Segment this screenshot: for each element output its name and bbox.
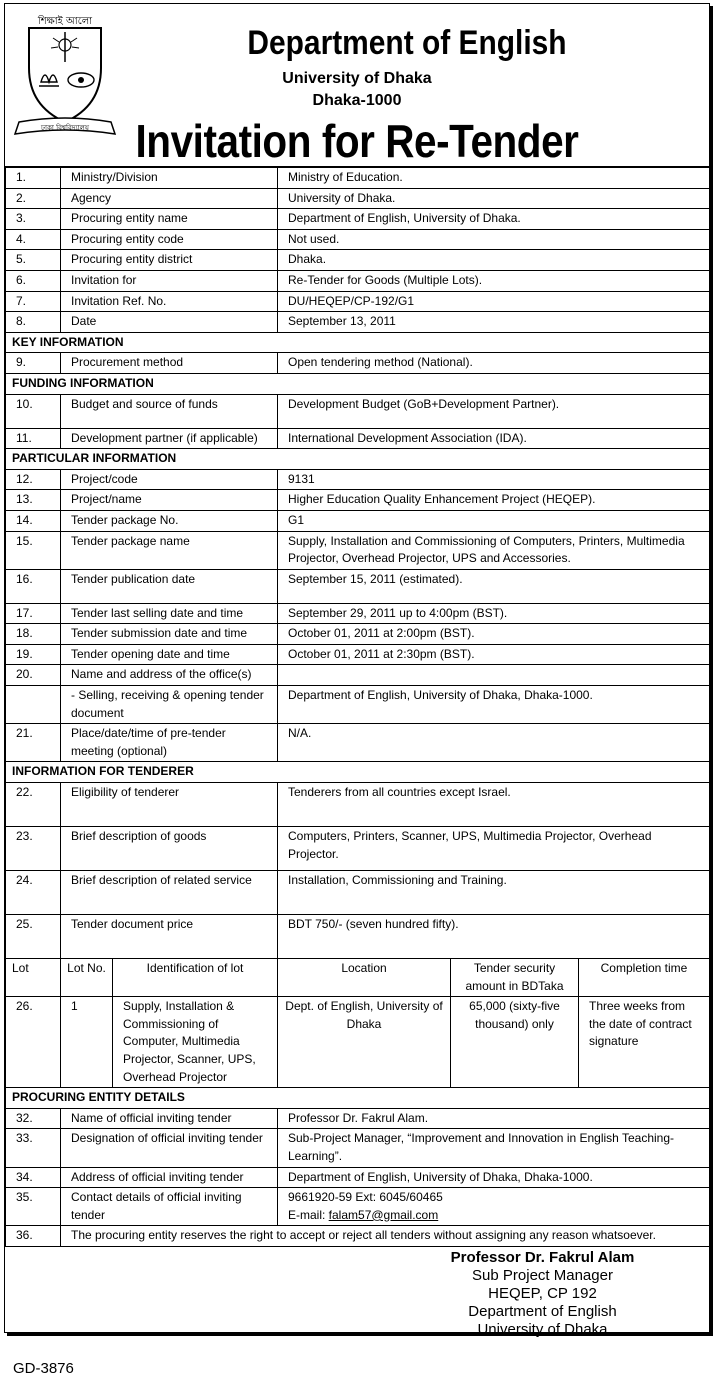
row-number: 20. [6,665,61,686]
row-value: N/A. [278,724,710,762]
lot-header: Lot [6,959,61,997]
lot-no-header: Lot No. [61,959,113,997]
row-label: Contact details of official inviting tender [61,1188,278,1226]
lot-completion: Three weeks from the date of contract signature [579,997,710,1088]
row-label: Designation of official inviting tender [61,1129,278,1167]
row-value: Tenderers from all countries except Israel. [278,783,710,827]
row-number: 25. [6,915,61,959]
row-number: 21. [6,724,61,762]
info-row [6,915,710,959]
email-prefix: E-mail: [288,1207,329,1222]
row-number: 7. [6,291,61,312]
lot-number: 1 [61,997,113,1088]
row-label: Address of official inviting tender [61,1167,278,1188]
row-label: Invitation Ref. No. [61,291,278,312]
row-number: 4. [6,229,61,250]
row-number: 14. [6,510,61,531]
row-label: Name of official inviting tender [61,1108,278,1129]
email-link[interactable]: falam57@gmail.com [328,1207,439,1222]
logo-motto-text: শিক্ষাই আলো [37,16,93,27]
row-label: Project/name [61,490,278,511]
contact-row [6,1188,710,1226]
row-number: 10. [6,394,61,428]
info-row [6,209,710,230]
info-row [6,1129,710,1167]
row-value: Dhaka. [278,250,710,271]
row-number: 16. [6,569,61,603]
reference-code: GD-3876 [13,1359,74,1377]
row-label: Procuring entity district [61,250,278,271]
signatory-project: HEQEP, CP 192 [488,1284,597,1302]
row-value: DU/HEQEP/CP-192/G1 [278,291,710,312]
info-row [6,270,710,291]
row-number: 12. [6,469,61,490]
key-rows [6,353,710,374]
row-value: Professor Dr. Fakrul Alam. [278,1108,710,1129]
row-label: Procuring entity name [61,209,278,230]
tender-table [5,167,710,1247]
row-number: 8. [6,312,61,333]
row-label: Place/date/time of pre-tender meeting (optional) [61,724,278,762]
signatory-title: Sub Project Manager [472,1266,613,1284]
row-label: Name and address of the office(s) [61,665,278,686]
row-label: Tender document price [61,915,278,959]
info-row [6,312,710,333]
row-number: 15. [6,531,61,569]
info-row [6,250,710,271]
section-particular-information: PARTICULAR INFORMATION [6,449,710,470]
info-row [6,783,710,827]
row-label: Development partner (if applicable) [61,428,278,449]
section-key-information: KEY INFORMATION [6,332,710,353]
row-label: Procuring entity code [61,229,278,250]
lot-identification: Supply, Installation & Commissioning of Computer, Multimedia Projector, Scanner, UPS, Overhead Projector [113,997,278,1088]
row-label: Tender last selling date and time [61,603,278,624]
section-procuring-entity: PROCURING ENTITY DETAILS [6,1088,710,1109]
row-label: Date [61,312,278,333]
row-number: 17. [6,603,61,624]
row-number: 32. [6,1108,61,1129]
info-row [6,871,710,915]
row-label: Tender publication date [61,569,278,603]
row-value: Department of English, University of Dhaka. [278,209,710,230]
section-funding-information: FUNDING INFORMATION [6,373,710,394]
logo-banner-text: ঢাকা বিশ্ববিদ্যালয় [40,124,90,132]
procuring-rows [6,1108,710,1187]
row-number: 36. [6,1226,61,1247]
university-name: University of Dhaka [282,70,432,87]
lot-header-row [6,959,710,997]
notice-title: Invitation for Re-Tender [135,115,579,167]
info-row [6,531,710,569]
info-row [6,1108,710,1129]
row-value: Ministry of Education. [278,168,710,189]
lot-row [6,997,710,1088]
row-number: 23. [6,827,61,871]
signatory-university: University of Dhaka [477,1320,608,1338]
row-value: Higher Education Quality Enhancement Project (HEQEP). [278,490,710,511]
funding-rows [6,394,710,449]
contact-details [278,1188,710,1226]
row-number: 33. [6,1129,61,1167]
signatory-name: Professor Dr. Fakrul Alam [450,1248,635,1266]
info-row [6,827,710,871]
row-value: Department of English, University of Dhaka, Dhaka-1000. [278,1167,710,1188]
city-name: Dhaka-1000 [312,92,402,109]
row-label: - Selling, receiving & opening tender document [61,686,278,724]
signatory-department: Department of English [468,1302,617,1320]
row-value: Open tendering method (National). [278,353,710,374]
row-label: Tender package name [61,531,278,569]
row-value: G1 [278,510,710,531]
info-row [6,188,710,209]
row-label: Brief description of related service [61,871,278,915]
info-row [6,469,710,490]
info-row [6,644,710,665]
row-number: 35. [6,1188,61,1226]
row-value: Computers, Printers, Scanner, UPS, Multimedia Projector, Overhead Projector. [278,827,710,871]
row-label: Project/code [61,469,278,490]
info-row [6,1167,710,1188]
final-note-row [6,1226,710,1247]
row-value: September 13, 2011 [278,312,710,333]
row-number: 11. [6,428,61,449]
row-number: 19. [6,644,61,665]
lot-security: 65,000 (sixty-five thousand) only [451,997,579,1088]
row-number [6,686,61,724]
info-row [6,724,710,762]
info-row [6,665,710,686]
row-number: 22. [6,783,61,827]
row-value: Not used. [278,229,710,250]
row-value: Development Budget (GoB+Development Partner). [278,394,710,428]
section-tenderer-information: INFORMATION FOR TENDERER [6,762,710,783]
lot-location: Dept. of English, University of Dhaka [278,997,451,1088]
info-row [6,569,710,603]
row-number: 9. [6,353,61,374]
particular-rows [6,469,710,762]
signature-block [5,1247,709,1375]
info-row [6,603,710,624]
row-value: October 01, 2011 at 2:30pm (BST). [278,644,710,665]
row-value: Department of English, University of Dhaka, Dhaka-1000. [278,686,710,724]
row-number: 13. [6,490,61,511]
notice-header [5,4,709,167]
row-value: Re-Tender for Goods (Multiple Lots). [278,270,710,291]
lot-table [6,959,710,1088]
row-number: 6. [6,270,61,291]
identification-header: Identification of lot [113,959,278,997]
info-row [6,353,710,374]
info-row [6,428,710,449]
row-number: 3. [6,209,61,230]
row-label: Agency [61,188,278,209]
info-row [6,624,710,645]
final-note-text: The procuring entity reserves the right to accept or reject all tenders without assigning any reason whatsoever. [61,1226,710,1247]
row-number: 5. [6,250,61,271]
row-value: International Development Association (IDA). [278,428,710,449]
row-number: 2. [6,188,61,209]
row-number: 34. [6,1167,61,1188]
row-value: BDT 750/- (seven hundred fifty). [278,915,710,959]
row-number: 18. [6,624,61,645]
department-title: Department of English [247,24,567,62]
row-label: Tender submission date and time [61,624,278,645]
row-label: Eligibility of tenderer [61,783,278,827]
security-header: Tender security amount in BDTaka [451,959,579,997]
row-number: 24. [6,871,61,915]
row-label: Brief description of goods [61,827,278,871]
info-row [6,291,710,312]
row-value: October 01, 2011 at 2:00pm (BST). [278,624,710,645]
info-row [6,229,710,250]
info-row [6,490,710,511]
row-label: Procurement method [61,353,278,374]
row-value [278,665,710,686]
row-value: University of Dhaka. [278,188,710,209]
tenderer-rows [6,783,710,959]
row-label: Tender package No. [61,510,278,531]
row-value: Installation, Commissioning and Training. [278,871,710,915]
tender-notice [4,3,710,1377]
row-value: Supply, Installation and Commissioning of Computers, Printers, Multimedia Projector, Overhead Projector, UPS and Accessories. [278,531,710,569]
row-label: Tender opening date and time [61,644,278,665]
info-row [6,686,710,724]
row-value: Sub-Project Manager, “Improvement and Innovation in English Teaching-Learning”. [278,1129,710,1167]
row-value: September 15, 2011 (estimated). [278,569,710,603]
lot-serial: 26. [6,997,61,1088]
row-value: September 29, 2011 up to 4:00pm (BST). [278,603,710,624]
info-row [6,394,710,428]
completion-header: Completion time [579,959,710,997]
row-value: 9131 [278,469,710,490]
row-label: Invitation for [61,270,278,291]
row-label: Ministry/Division [61,168,278,189]
row-number: 1. [6,168,61,189]
location-header: Location [278,959,451,997]
row-label: Budget and source of funds [61,394,278,428]
info-row [6,510,710,531]
general-rows [6,168,710,333]
contact-phone: 9661920-59 Ext: 6045/60465 [288,1190,443,1205]
info-row [6,168,710,189]
